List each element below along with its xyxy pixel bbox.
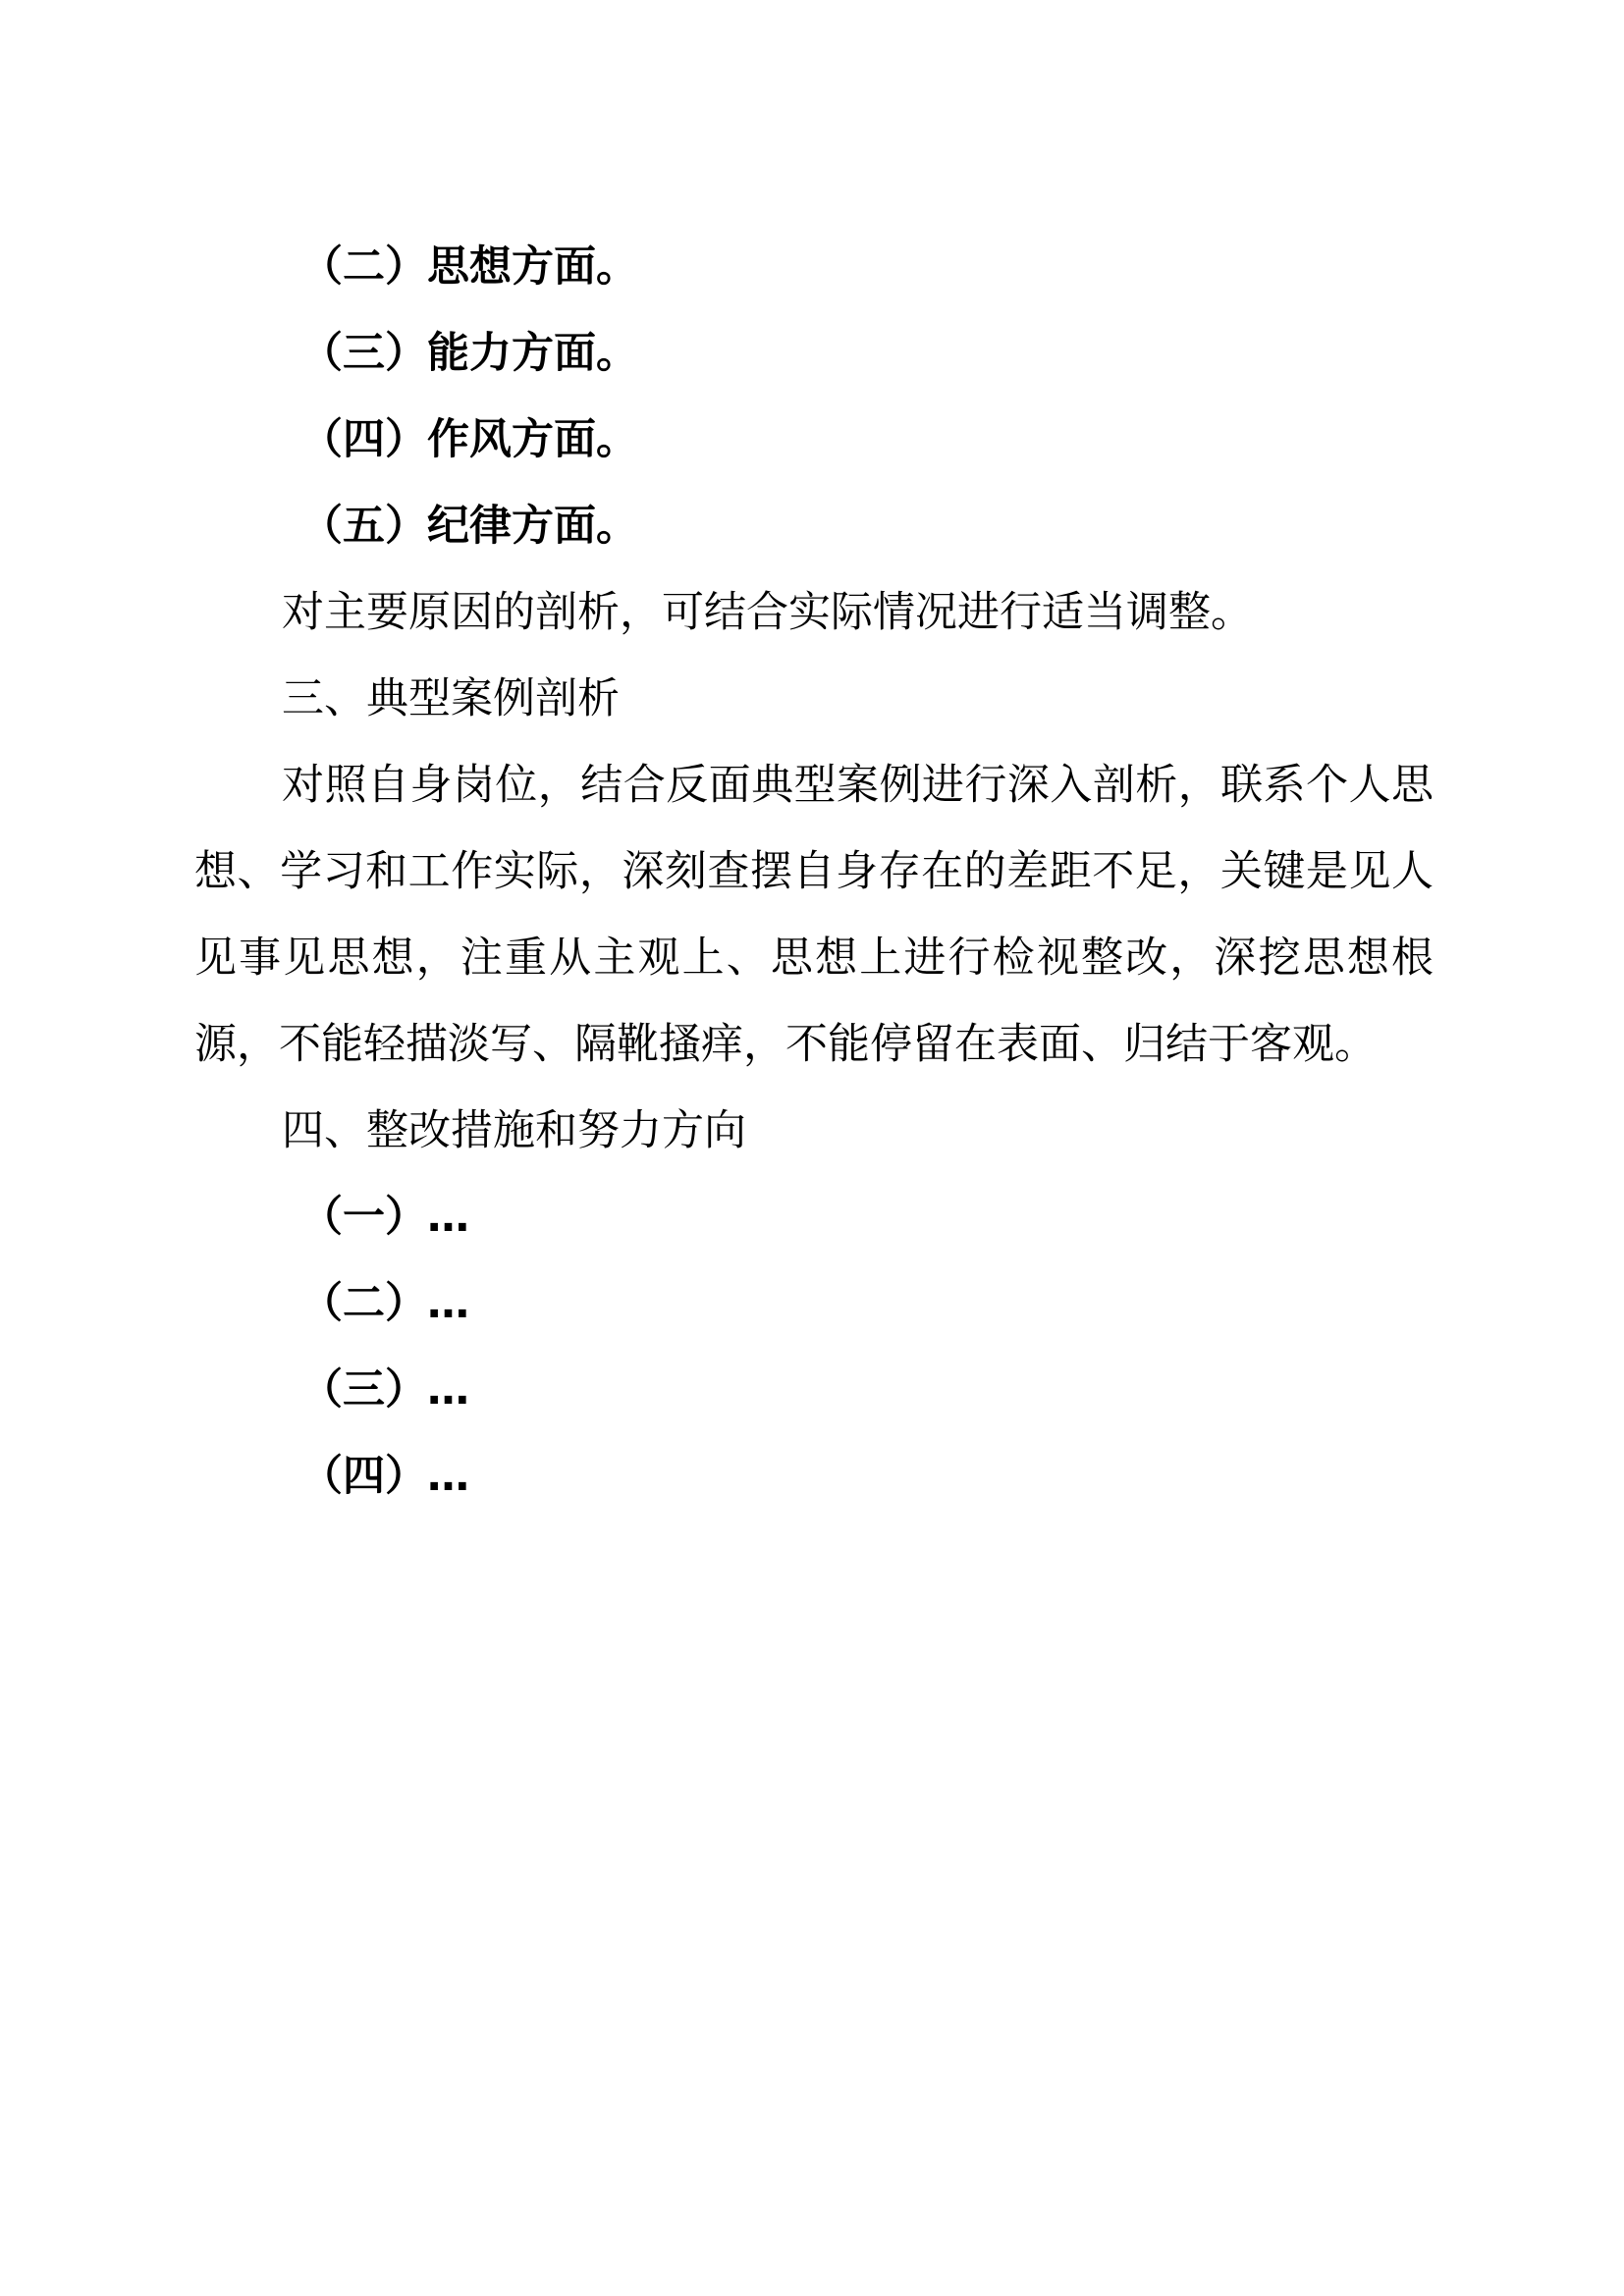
reason-item-thought: （二）思想方面。	[300, 242, 638, 292]
section4-heading: 四、整改措施和努力方向	[282, 1106, 746, 1155]
reason-item-discipline: （五）纪律方面。	[300, 502, 638, 551]
reason-item-style: （四）作风方面。	[300, 415, 638, 464]
section3-heading: 三、典型案例剖析	[282, 674, 620, 723]
reason-item-ability: （三）能力方面。	[300, 329, 638, 378]
document-body	[194, 224, 1434, 1520]
section3-paragraph: 对照自身岗位，结合反面典型案例进行深入剖析，联系个人思想、学习和工作实际，深刻查摆自身存在的差距不足，关键是见人见事见思想，注重从主观上、思想上进行检视整改，深挖思想根源，不能轻描淡写、隔靴搔痒，不能停留在表面、归结于客观。	[194, 761, 1434, 1069]
measure-item-3: （三）…	[300, 1365, 469, 1415]
measure-item-4: （四）…	[300, 1452, 469, 1501]
measure-item-2: （二）…	[300, 1279, 469, 1328]
reasons-note: 对主要原因的剖析，可结合实际情况进行适当调整。	[282, 588, 1253, 637]
measure-item-1: （一）…	[300, 1193, 469, 1242]
